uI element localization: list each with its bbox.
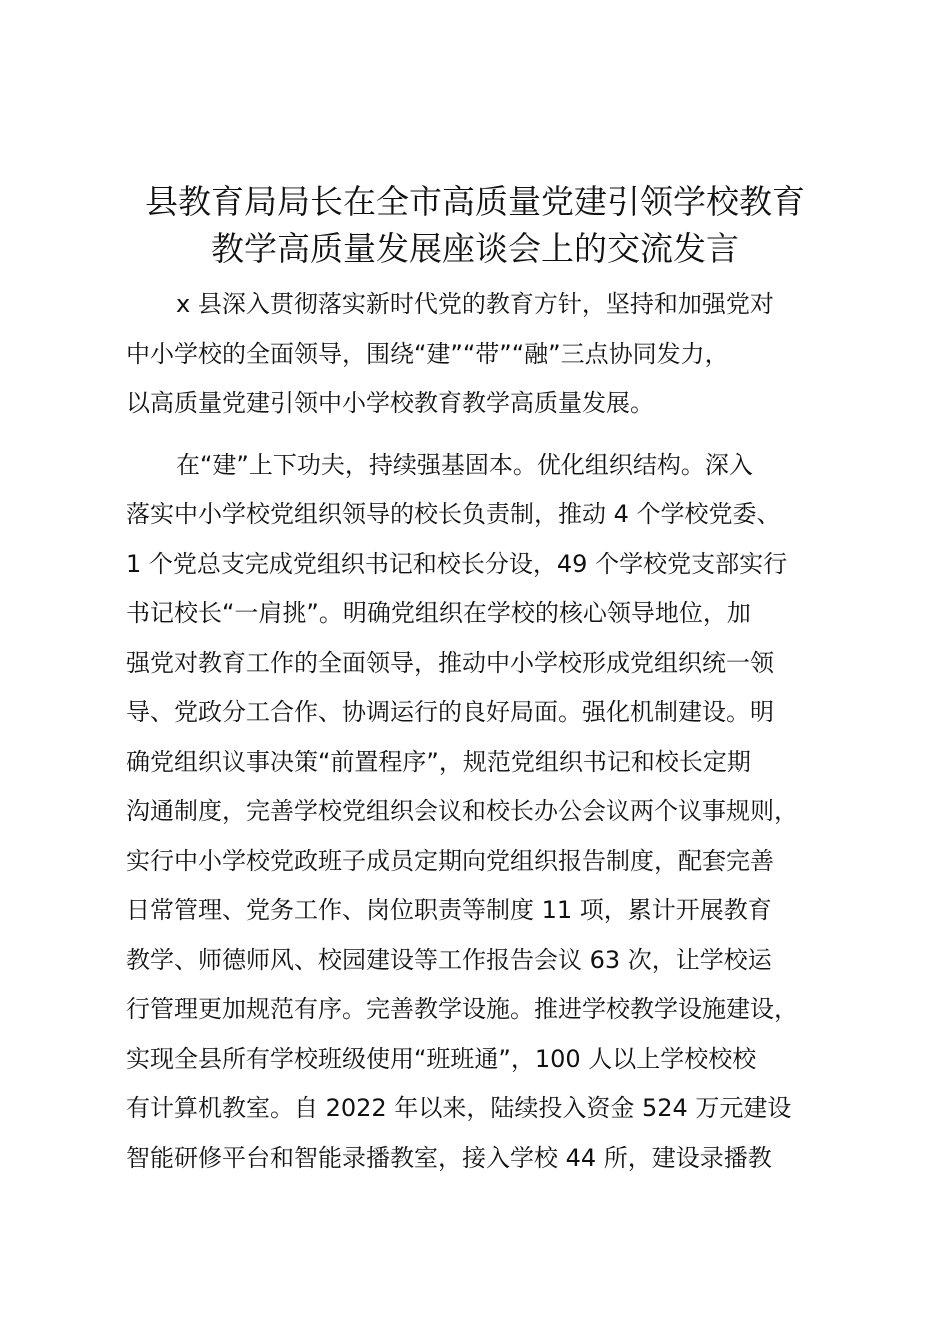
paragraph-line: 导、党政分工合作、协调运行的良好局面。强化机制建设。明 bbox=[126, 698, 774, 726]
document-body bbox=[126, 280, 866, 1183]
document-title bbox=[100, 178, 850, 272]
paragraph-line: 中小学校的全面领导，围绕“建”“带”“融”三点协同发力， bbox=[126, 339, 729, 368]
paragraph-line: x 县深入贯彻落实新时代党的教育方针，坚持和加强党对 bbox=[176, 290, 774, 318]
paragraph-2 bbox=[126, 441, 866, 1184]
paragraph-line: 日常管理、党务工作、岗位职责等制度 11 项，累计开展教育 bbox=[126, 896, 772, 924]
paragraph-line: 沟通制度，完善学校党组织会议和校长办公会议两个议事规则， bbox=[126, 797, 798, 825]
paragraph-line: 强党对教育工作的全面领导，推动中小学校形成党组织统一领 bbox=[126, 648, 774, 677]
title-line-2: 教学高质量发展座谈会上的交流发言 bbox=[211, 229, 739, 268]
paragraph-line: 在“建”上下功夫，持续强基固本。优化组织结构。深入 bbox=[176, 450, 753, 479]
paragraph-line: 确党组织议事决策“前置程序”，规范党组织书记和校长定期 bbox=[126, 747, 751, 776]
paragraph-line: 智能研修平台和智能录播教室，接入学校 44 所，建设录播教 bbox=[126, 1143, 772, 1172]
paragraph-line: 行管理更加规范有序。完善教学设施。推进学校教学设施建设， bbox=[126, 995, 798, 1023]
paragraph-line: 有计算机教室。自 2022 年以来，陆续投入资金 524 万元建设 bbox=[126, 1094, 792, 1122]
paragraph-line: 落实中小学校党组织领导的校长负责制，推动 4 个学校党委、 bbox=[126, 500, 781, 528]
paragraph-line: 1 个党总支完成党组织书记和校长分设，49 个学校党支部实行 bbox=[126, 549, 788, 578]
paragraph-line: 教学、师德师风、校园建设等工作报告会议 63 次，让学校运 bbox=[126, 945, 772, 974]
paragraph-line: 实行中小学校党政班子成员定期向党组织报告制度，配套完善 bbox=[126, 846, 774, 875]
paragraph-line: 实现全县所有学校班级使用“班班通”，100 人以上学校校校 bbox=[126, 1044, 757, 1073]
paragraph-spacer bbox=[126, 429, 866, 441]
paragraph-line: 以高质量党建引领中小学校教育教学高质量发展。 bbox=[126, 389, 654, 417]
paragraph-1 bbox=[126, 280, 866, 429]
paragraph-line: 书记校长“一肩挑”。明确党组织在学校的核心领导地位，加 bbox=[126, 599, 751, 627]
title-line-1: 县教育局局长在全市高质量党建引领学校教育 bbox=[145, 182, 805, 221]
